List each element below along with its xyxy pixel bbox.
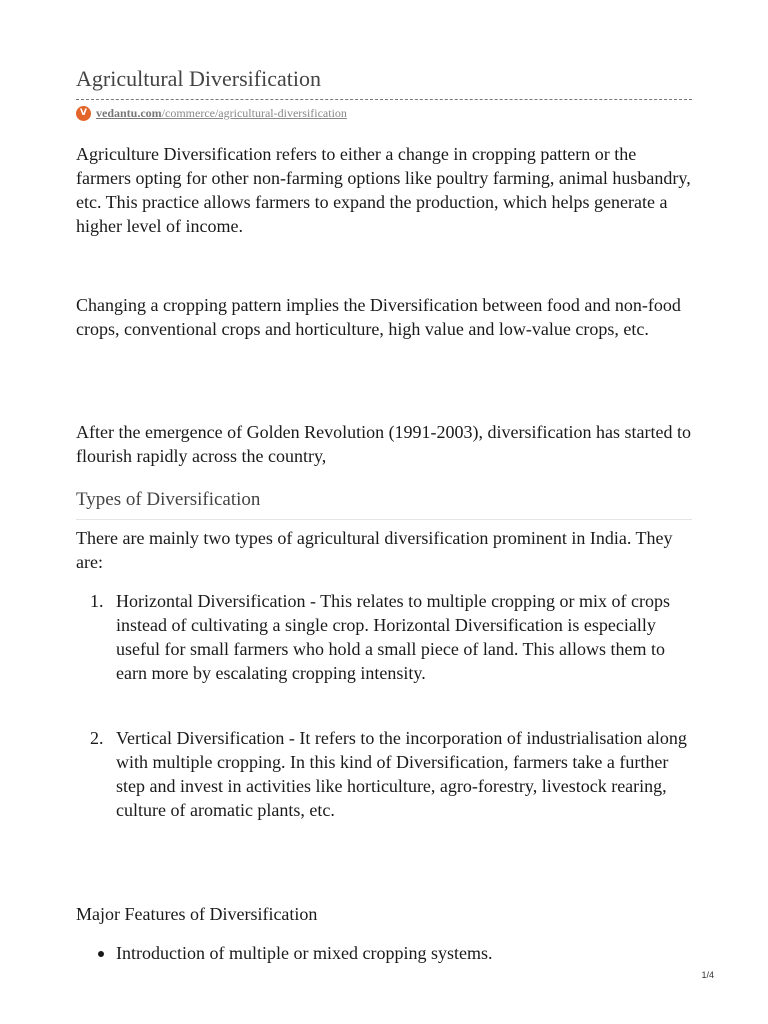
source-link[interactable] <box>76 104 347 122</box>
bullet-icon <box>98 951 104 957</box>
features-list <box>76 941 692 965</box>
paragraph-cropping-pattern: Changing a cropping pattern implies the Diversification between food and non-food crops, conventional crops and horticulture, high value and low-value crops, etc. <box>76 295 681 339</box>
types-list <box>76 589 692 685</box>
page-number: 1/4 <box>701 970 714 980</box>
paragraph-golden-revolution: After the emergence of Golden Revolution (1991-2003), diversification has started to flourish rapidly across the country, <box>76 422 691 466</box>
list-marker: 2. <box>90 728 104 748</box>
list-item-horizontal <box>76 589 692 685</box>
list-item-feature <box>76 941 692 965</box>
section-divider <box>76 519 692 520</box>
section-heading-types: Types of Diversification <box>76 489 261 510</box>
list-marker: 1. <box>90 591 104 611</box>
paragraph-types-intro: There are mainly two types of agricultural diversification prominent in India. They are: <box>76 528 673 572</box>
list-item-text: Vertical Diversification - It refers to the incorporation of industrialisation along with multiple cropping. In this kind of Diversification, farmers take a further step and invest in activities like horticulture, agro-forestry, livestock rearing, culture of aromatic plants, etc. <box>116 728 687 820</box>
source-path[interactable]: /commerce/agricultural-diversification <box>161 105 347 120</box>
section-heading-features: Major Features of Diversification <box>76 904 318 924</box>
page-title: Agricultural Diversification <box>76 66 321 91</box>
list-item-vertical <box>76 726 692 822</box>
v-logo-icon: V <box>76 106 91 121</box>
list-item-text: Introduction of multiple or mixed cropping systems. <box>116 943 493 963</box>
list-item-text: Horizontal Diversification - This relates to multiple cropping or mix of crops instead of cultivating a single crop. Horizontal Diversification is especially useful for small farmers who hold a small piece of land. This allows them to earn more by escalating cropping intensity. <box>116 591 671 683</box>
source-domain[interactable]: vedantu.com <box>96 105 162 120</box>
types-list-continued <box>76 726 692 822</box>
title-divider <box>76 99 692 100</box>
paragraph-intro: Agriculture Diversification refers to either a change in cropping pattern or the farmers opting for other non-farming options like poultry farming, animal husbandry, etc. This practice allows farmers to expand the production, which helps generate a higher level of income. <box>76 144 691 236</box>
